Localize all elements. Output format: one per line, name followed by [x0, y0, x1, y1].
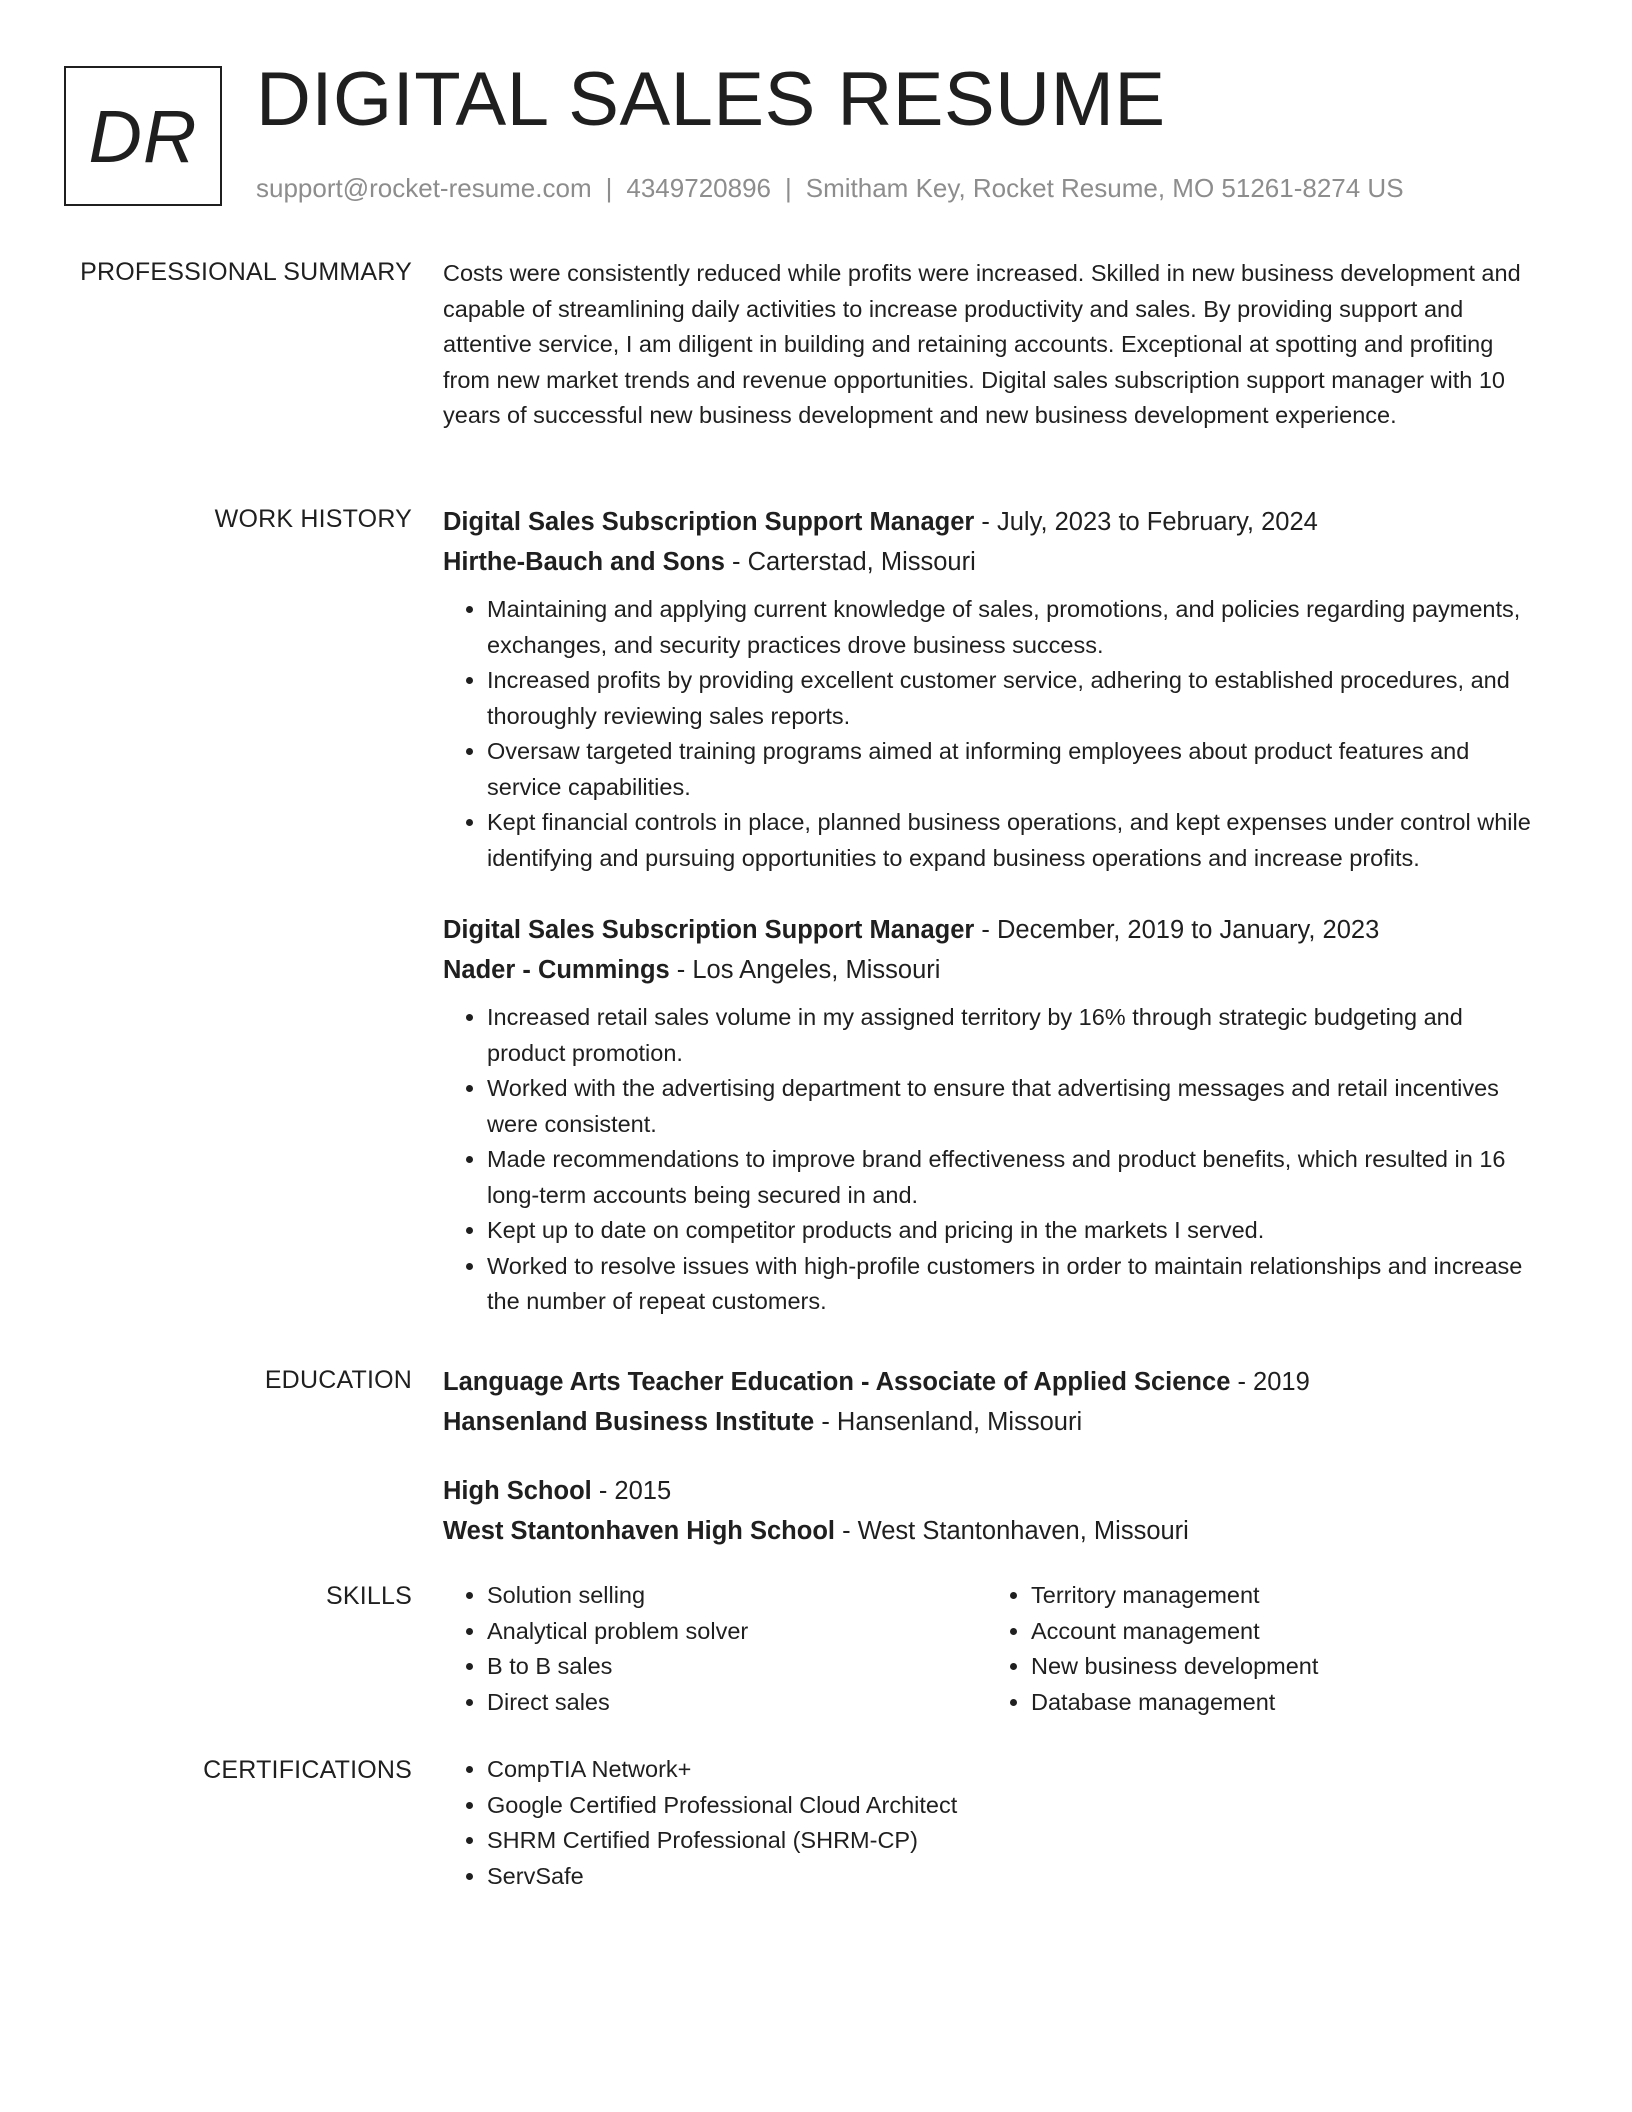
school-location: - Hansenland, Missouri — [814, 1408, 1083, 1436]
skill-item: • Direct sales — [487, 1685, 987, 1721]
section-label-education: EDUCATION — [264, 1366, 412, 1394]
certification-item: • ServSafe — [487, 1859, 1543, 1895]
company-location: - Los Angeles, Missouri — [669, 956, 941, 984]
job-bullets — [443, 592, 1543, 876]
work-history-section — [443, 502, 1543, 1354]
monogram-text: DR — [88, 94, 198, 178]
job-title-line — [443, 910, 1543, 950]
job-bullet: • Kept financial controls in place, planned business operations, and kept expenses under control while identifying and pursuing opportunities to expand business operations and increase profits. — [487, 805, 1543, 876]
contact-email[interactable]: support@rocket-resume.com — [256, 173, 592, 203]
school-line — [443, 1511, 1543, 1551]
school-name: West Stantonhaven High School — [443, 1517, 835, 1545]
skills-section — [443, 1578, 1543, 1720]
certification-item: • SHRM Certified Professional (SHRM-CP) — [487, 1823, 1543, 1859]
job-bullet: • Worked to resolve issues with high-profile customers in order to maintain relationships and increase the number of repeat customers. — [487, 1249, 1543, 1320]
section-label-work-history: WORK HISTORY — [214, 505, 412, 533]
skills-column-right — [987, 1578, 1531, 1720]
contact-separator: | — [785, 173, 792, 203]
summary-section — [443, 256, 1543, 434]
job-dates: - July, 2023 to February, 2024 — [974, 508, 1318, 536]
certifications-section — [443, 1752, 1543, 1894]
degree-line — [443, 1362, 1543, 1402]
job-dates: - December, 2019 to January, 2023 — [974, 916, 1380, 944]
company-location: - Carterstad, Missouri — [724, 548, 976, 576]
company-line — [443, 542, 1543, 582]
job-bullet: • Increased profits by providing excellent customer service, adhering to established procedures, and thoroughly reviewing sales reports. — [487, 663, 1543, 734]
job-title-line — [443, 502, 1543, 542]
job-entry — [443, 910, 1543, 1320]
degree-name: Language Arts Teacher Education - Associate of Applied Science — [443, 1368, 1231, 1396]
company-name: Nader - Cummings — [443, 956, 670, 984]
school-name: Hansenland Business Institute — [443, 1408, 815, 1436]
contact-line — [256, 173, 1404, 204]
summary-text: Costs were consistently reduced while profits were increased. Skilled in new business development and capable of streamlining daily activities to increase productivity and sales. By providing support and attentive service, I am diligent in building and retaining accounts. Exceptional at spotting and profiting from new market trends and revenue opportunities. Digital sales subscription support manager with 10 years of successful new business development and new business development experience. — [443, 260, 1521, 428]
skills-grid — [443, 1578, 1543, 1720]
degree-year: - 2019 — [1230, 1368, 1310, 1396]
job-title: Digital Sales Subscription Support Manager — [443, 508, 975, 536]
education-entry — [443, 1362, 1543, 1442]
contact-phone[interactable]: 4349720896 — [626, 173, 771, 203]
job-bullet: • Made recommendations to improve brand effectiveness and product benefits, which resulted in 16 long-term accounts being secured in and. — [487, 1142, 1543, 1213]
certification-item: • CompTIA Network+ — [487, 1752, 1543, 1788]
skill-item: • Solution selling — [487, 1578, 987, 1614]
education-entry — [443, 1471, 1543, 1551]
skill-item: • New business development — [1031, 1649, 1531, 1685]
job-bullet: • Maintaining and applying current knowledge of sales, promotions, and policies regarding payments, exchanges, and security practices drove business success. — [487, 592, 1543, 663]
certifications-list — [443, 1752, 1543, 1894]
skill-item: • Database management — [1031, 1685, 1531, 1721]
job-bullets — [443, 1000, 1543, 1320]
job-bullet: • Oversaw targeted training programs aimed at informing employees about product features and service capabilities. — [487, 734, 1543, 805]
certification-item: • Google Certified Professional Cloud Architect — [487, 1788, 1543, 1824]
company-name: Hirthe-Bauch and Sons — [443, 548, 725, 576]
company-line — [443, 950, 1543, 990]
resume-title: DIGITAL SALES RESUME — [256, 57, 1166, 142]
job-entry — [443, 502, 1543, 876]
skill-item: • B to B sales — [487, 1649, 987, 1685]
skills-column-left — [443, 1578, 987, 1720]
degree-year: - 2015 — [591, 1477, 672, 1505]
section-label-summary: PROFESSIONAL SUMMARY — [80, 258, 412, 286]
job-bullet: • Increased retail sales volume in my assigned territory by 16% through strategic budgeting and product promotion. — [487, 1000, 1543, 1071]
education-section — [443, 1362, 1543, 1580]
skill-item: • Analytical problem solver — [487, 1614, 987, 1650]
degree-line — [443, 1471, 1543, 1511]
section-label-certifications: CERTIFICATIONS — [203, 1756, 412, 1784]
school-location: - West Stantonhaven, Missouri — [834, 1517, 1189, 1545]
school-line — [443, 1402, 1543, 1442]
skill-item: • Account management — [1031, 1614, 1531, 1650]
job-bullet: • Worked with the advertising department to ensure that advertising messages and retail incentives were consistent. — [487, 1071, 1543, 1142]
section-label-skills: SKILLS — [326, 1582, 412, 1610]
contact-address: Smitham Key, Rocket Resume, MO 51261-8274 US — [805, 173, 1404, 203]
job-bullet: • Kept up to date on competitor products and pricing in the markets I served. — [487, 1213, 1543, 1249]
monogram-logo — [64, 66, 222, 206]
job-title: Digital Sales Subscription Support Manager — [443, 916, 975, 944]
skill-item: • Territory management — [1031, 1578, 1531, 1614]
degree-name: High School — [443, 1477, 592, 1505]
contact-separator: | — [605, 173, 613, 203]
